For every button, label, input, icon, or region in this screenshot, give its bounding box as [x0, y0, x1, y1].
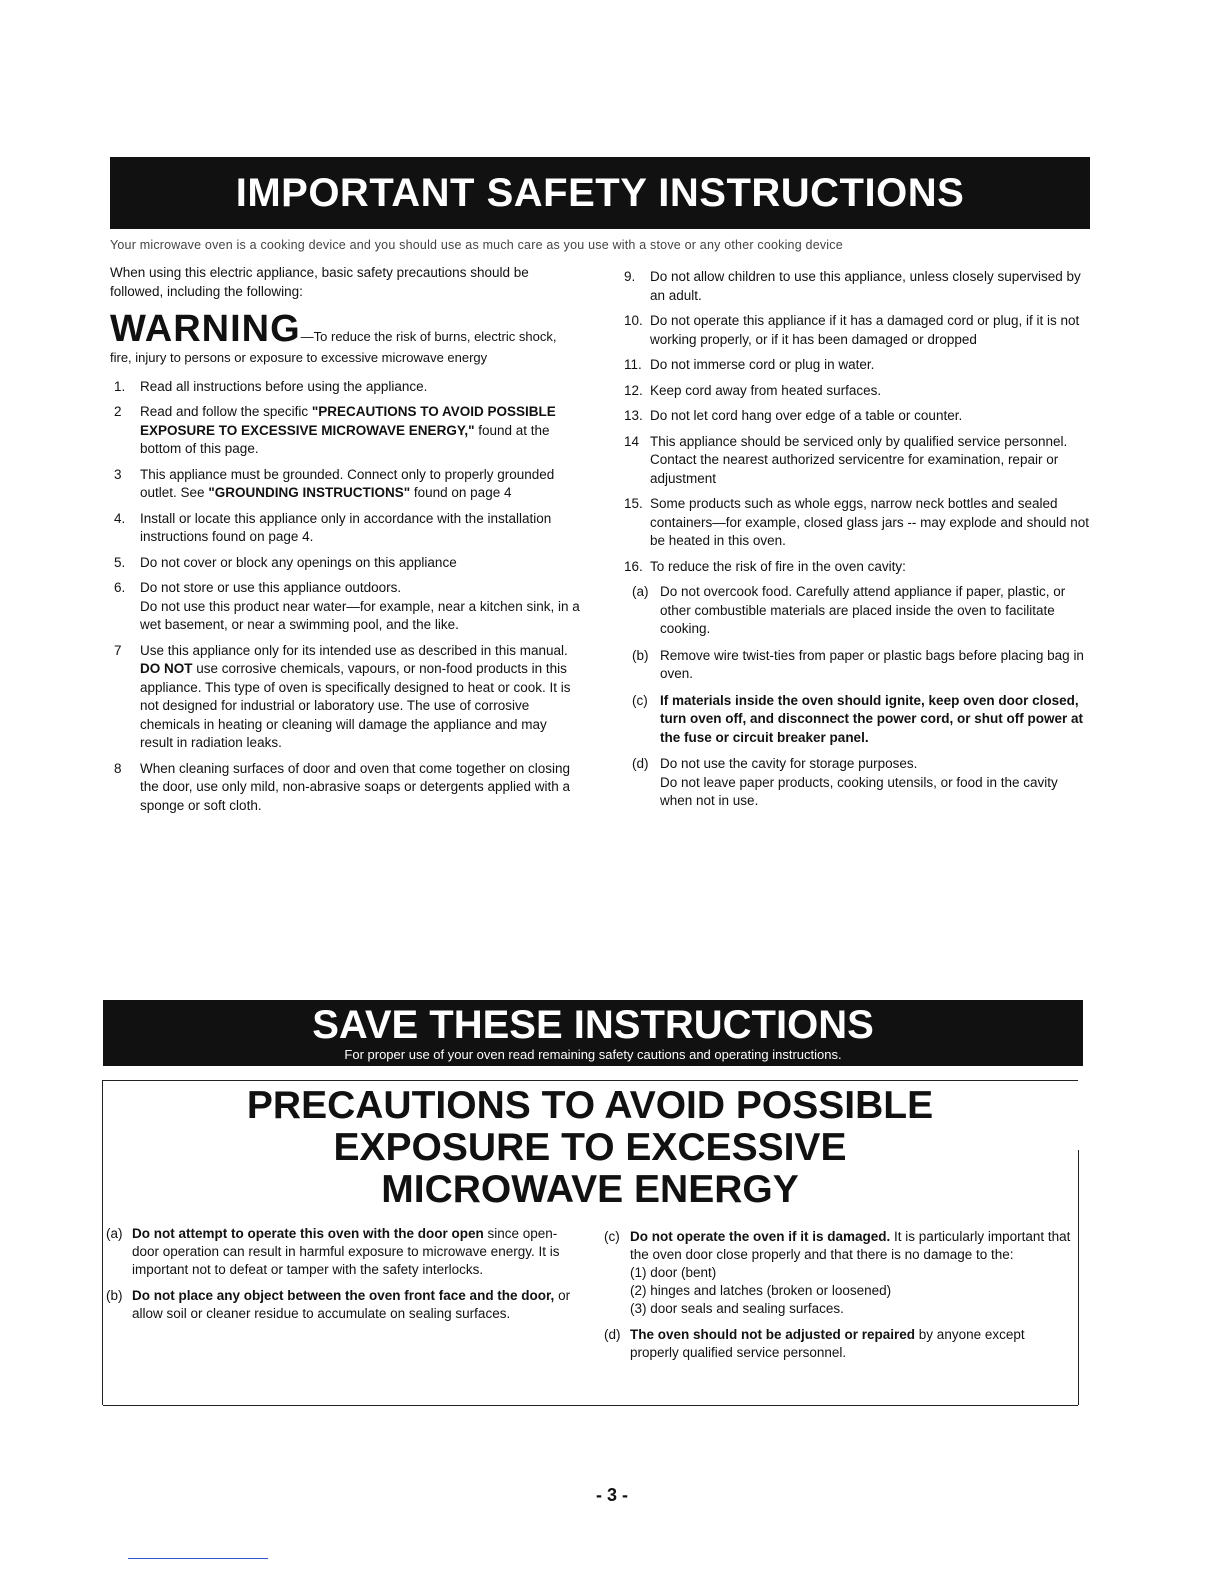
sub-item: (a) Do not overcook food. Carefully attend appliance if paper, plastic, or other combustible materials are placed inside the oven to facilitate cooking.	[632, 584, 1066, 636]
list-item: 9. Do not allow children to use this appliance, unless closely supervised by an adult.	[624, 269, 1081, 303]
list-item: 1. Read all instructions before using the appliance.	[114, 378, 428, 394]
safety-title: IMPORTANT SAFETY INSTRUCTIONS	[235, 171, 965, 215]
sub-item: (d) Do not use the cavity for storage purposes. Do not leave paper products, cooking utensils, or food in the cavity when not in use.	[632, 756, 1058, 808]
precaution-a: (a) Do not attempt to operate this oven with the door open since open-door operation can result in harmful exposure to microwave energy. It is important not to defeat or tamper with the safety interlocks.	[106, 1226, 560, 1277]
warning-text: —To reduce the risk of burns, electric shock, fire, injury to persons or exposure to excessive microwave energy	[110, 329, 557, 365]
list-item: 7 Use this appliance only for its intended use as described in this manual. DO NOT use corrosive chemicals, vapours, or non-food products in this appliance. This type of oven is specifically designed to heat or cook. It is not designed for industrial or laboratory use. The use of corrosive chemicals in heating or cleaning will damage the appliance and may result in radiation leaks.	[114, 642, 571, 750]
precaution-b: (b) Do not place any object between the oven front face and the door, or allow soil or cleaner residue to accumulate on sealing surfaces.	[106, 1288, 571, 1321]
box-top-line	[103, 1080, 1078, 1081]
sub-item: (b) Remove wire twist-ties from paper or plastic bags before placing bag in oven.	[632, 647, 1084, 681]
precaution-c: (c) Do not operate the oven if it is damaged. It is particularly important that the oven door close properly and that there is no damage to the: (1) door (bent) (2) hinges and latches (broken or loosened) (3) door seals and sealing surfaces.	[604, 1229, 1071, 1316]
list-item: 13. Do not let cord hang over edge of a table or counter.	[624, 408, 963, 423]
list-item: 8 When cleaning surfaces of door and oven that come together on closing the door, use only mild, non-abrasive soaps or detergents applied with a sponge or soft cloth.	[114, 760, 571, 813]
save-title: SAVE THESE INSTRUCTIONS	[312, 1003, 874, 1047]
save-banner	[103, 1000, 1083, 1066]
list-item: 10. Do not operate this appliance if it has a damaged cord or plug, if it is not working properly, or if it has been damaged or dropped	[624, 313, 1080, 347]
page-number: - 3 -	[595, 1485, 628, 1505]
precaution-d: (d) The oven should not be adjusted or repaired by anyone except properly qualified service personnel.	[604, 1327, 1025, 1360]
left-column	[110, 264, 580, 822]
list-item: 6. Do not store or use this appliance outdoors. Do not use this product near water—for example, near a kitchen sink, in a wet basement, or near a swimming pool, and the like.	[114, 580, 580, 632]
precautions-right	[604, 1228, 1074, 1370]
list-item: 16. To reduce the risk of fire in the oven cavity:	[624, 558, 906, 574]
precautions-left	[106, 1225, 576, 1331]
list-item: 14 This appliance should be serviced only by qualified service personnel. Contact the nearest authorized servicentre for examination, repair or adjustment	[624, 433, 1068, 486]
warning-block	[110, 309, 580, 368]
list-item: 4. Install or locate this appliance only in accordance with the installation instructions found on page 4.	[114, 510, 552, 544]
list-item: 5. Do not cover or block any openings on this appliance	[114, 554, 457, 570]
save-subtitle: For proper use of your oven read remaining safety cautions and operating instructions.	[344, 1047, 842, 1062]
intro-text: Your microwave oven is a cooking device and you should use as much care as you use with a stove or any other cooking device	[110, 238, 843, 252]
list-item: 12. Keep cord away from heated surfaces.	[624, 382, 882, 398]
right-column	[620, 268, 1090, 819]
list-item: 11. Do not immerse cord or plug in water.	[624, 357, 875, 372]
warning-heading: WARNING	[110, 308, 301, 350]
list-item: 3 This appliance must be grounded. Connect only to properly grounded outlet. See "GROUNDING INSTRUCTIONS" found on page 4	[114, 466, 555, 500]
sub-item: (c) If materials inside the oven should ignite, keep oven door closed, turn oven off, and disconnect the power cord, or shut off power at the fuse or circuit breaker panel.	[632, 692, 1084, 745]
list-item: 2 Read and follow the specific "PRECAUTIONS TO AVOID POSSIBLE EXPOSURE TO EXCESSIVE MICROWAVE ENERGY," found at the bottom of this page.	[114, 404, 556, 456]
lead-text: When using this electric appliance, basic safety precautions should be followed, including the following:	[110, 265, 529, 299]
footer-line	[128, 1558, 268, 1559]
box-bottom-line	[103, 1405, 1078, 1406]
precautions-title: PRECAUTIONS TO AVOID POSSIBLE EXPOSURE TO EXCESSIVE MICROWAVE ENERGY	[246, 1084, 934, 1211]
safety-title-banner	[110, 157, 1090, 229]
list-item: 15. Some products such as whole eggs, narrow neck bottles and sealed containers—for example, closed glass jars -- may explode and should not be heated in this oven.	[624, 496, 1089, 548]
